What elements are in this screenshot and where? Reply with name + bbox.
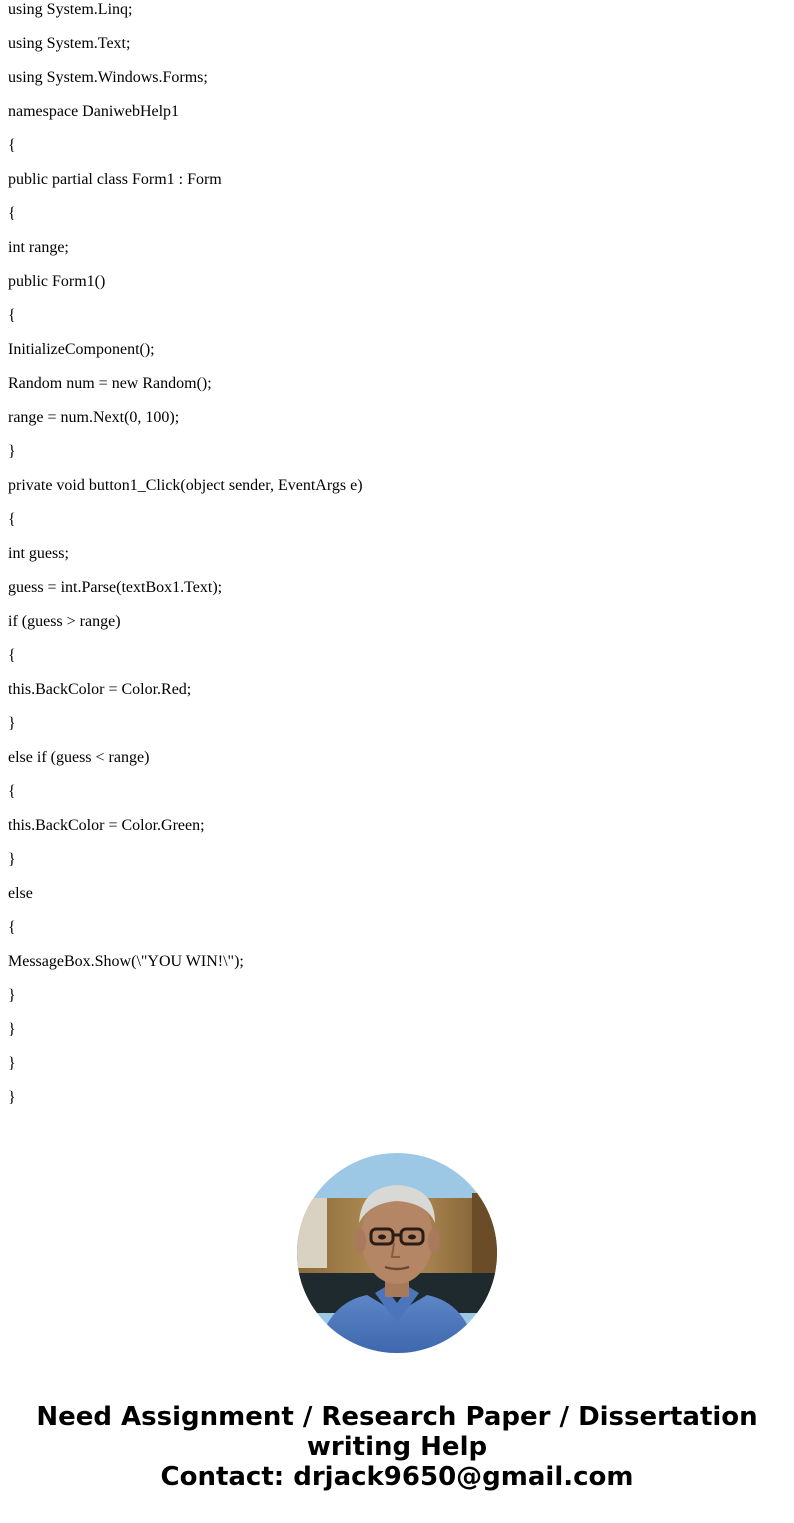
code-line: private void button1_Click(object sender, EventArgs e): [8, 477, 363, 494]
code-line: {: [8, 511, 16, 528]
code-line: }: [8, 715, 16, 732]
code-line: {: [8, 307, 16, 324]
author-photo: [297, 1153, 497, 1353]
code-line: range = num.Next(0, 100);: [8, 409, 180, 426]
code-line: MessageBox.Show(\"YOU WIN!\");: [8, 953, 244, 970]
code-line: {: [8, 647, 16, 664]
code-line: InitializeComponent();: [8, 341, 155, 358]
person-portrait-image: [297, 1153, 497, 1353]
code-line: this.BackColor = Color.Green;: [8, 817, 205, 834]
code-line: else: [8, 885, 33, 902]
contact-email-line: Contact: drjack9650@gmail.com: [160, 1462, 634, 1492]
banner-line-2: writing Help: [306, 1432, 488, 1462]
code-line: guess = int.Parse(textBox1.Text);: [8, 579, 223, 596]
code-line: }: [8, 1021, 16, 1038]
code-line: {: [8, 137, 16, 154]
code-line: Random num = new Random();: [8, 375, 212, 392]
code-line: using System.Linq;: [8, 1, 133, 18]
code-line: if (guess > range): [8, 613, 121, 630]
contact-banner: [0, 1402, 794, 1492]
code-line: {: [8, 783, 16, 800]
banner-line-1: Need Assignment / Research Paper / Dissertation: [36, 1402, 758, 1432]
code-line: }: [8, 1089, 16, 1106]
code-line: {: [8, 919, 16, 936]
code-line: using System.Windows.Forms;: [8, 69, 208, 86]
code-line: }: [8, 851, 16, 868]
code-line: this.BackColor = Color.Red;: [8, 681, 192, 698]
code-line: else if (guess < range): [8, 749, 150, 766]
code-line: int range;: [8, 239, 69, 256]
code-line: }: [8, 1055, 16, 1072]
code-line: }: [8, 987, 16, 1004]
code-line: public partial class Form1 : Form: [8, 171, 222, 188]
code-line: {: [8, 205, 16, 222]
code-line: }: [8, 443, 16, 460]
code-line: int guess;: [8, 545, 69, 562]
code-listing: [8, 0, 788, 1115]
code-line: using System.Text;: [8, 35, 131, 52]
code-line: public Form1(): [8, 273, 106, 290]
code-line: namespace DaniwebHelp1: [8, 103, 180, 120]
